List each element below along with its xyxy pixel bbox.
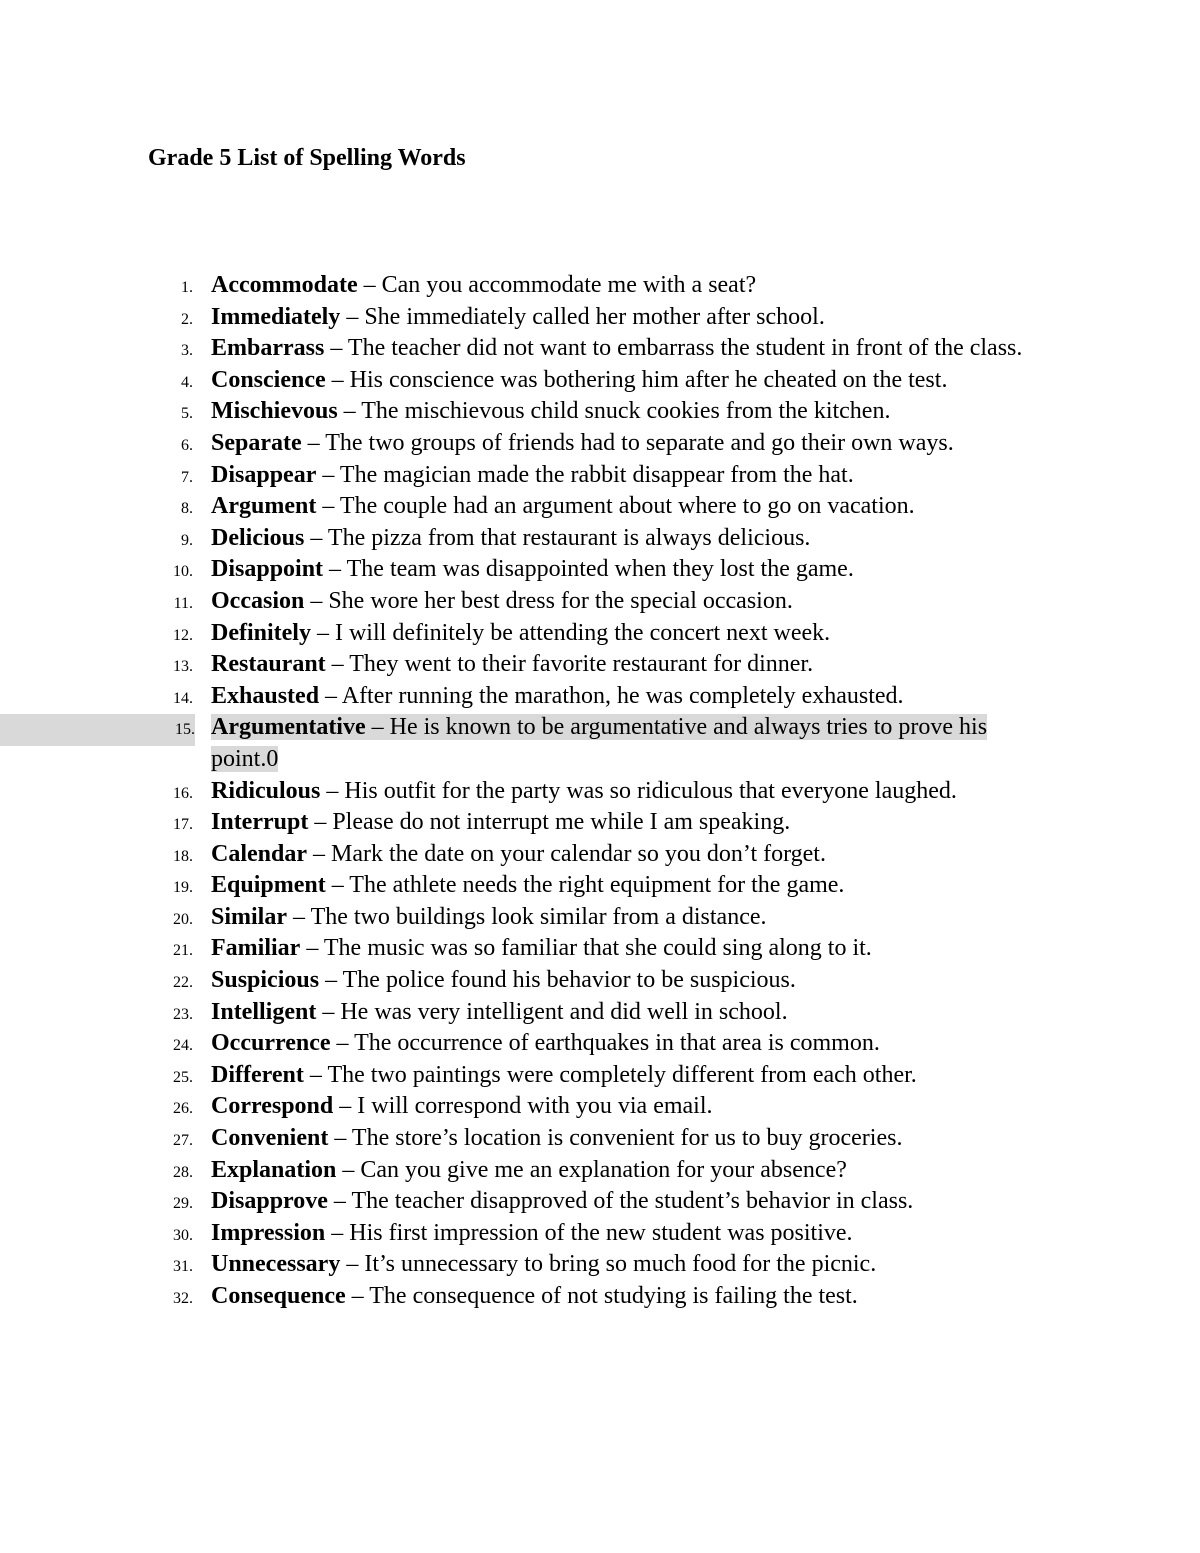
list-item-content (211, 967, 796, 993)
list-item-text (211, 997, 1056, 1029)
list-item-number: 10. (173, 563, 193, 581)
list-item (0, 1155, 1200, 1187)
list-item-text (211, 1091, 1056, 1123)
list-item (0, 681, 1200, 713)
example-sentence: The athlete needs the right equipment for the game. (349, 872, 845, 899)
list-item-content (211, 1125, 902, 1151)
list-item-content (211, 430, 954, 456)
list-item-content (211, 904, 767, 930)
list-item-content (211, 556, 854, 582)
list-item-text (211, 1186, 1056, 1218)
list-item (0, 396, 1200, 428)
example-sentence: He is known to be argumentative and always tries to prove his point.0 (211, 714, 988, 772)
list-item-text (211, 839, 1056, 871)
list-item-number: 22. (173, 974, 193, 992)
dash-separator: – (357, 272, 382, 298)
list-item (0, 965, 1200, 997)
example-sentence: She wore her best dress for the special occasion. (328, 587, 793, 614)
dash-separator: – (327, 1188, 352, 1215)
list-item (0, 333, 1200, 365)
example-sentence: The magician made the rabbit disappear from the hat. (339, 461, 854, 488)
list-item-number: 26. (173, 1100, 193, 1118)
example-sentence: I will correspond with you via email. (357, 1093, 713, 1120)
list-item-number: 2. (181, 310, 193, 328)
list-item-text (211, 712, 1056, 775)
list-item-content (211, 462, 854, 488)
example-sentence: They went to their favorite restaurant for dinner. (349, 651, 814, 678)
spelling-word: Unnecessary (211, 1251, 341, 1278)
list-item-content (211, 493, 915, 519)
dash-separator: – (340, 303, 365, 330)
dash-separator: – (325, 872, 350, 899)
list-item (0, 807, 1200, 839)
list-item-number: 32. (173, 1290, 193, 1307)
dash-separator: – (340, 1251, 365, 1278)
example-sentence: Can you accommodate me with a seat? (381, 272, 757, 298)
list-item-number: 15. (0, 714, 195, 746)
example-sentence: It’s unnecessary to bring so much food for the picnic. (364, 1251, 877, 1278)
list-item-content (211, 1251, 876, 1277)
list-item-text (211, 649, 1056, 681)
example-sentence: He was very intelligent and did well in school. (340, 998, 788, 1025)
list-item (0, 302, 1200, 334)
example-sentence: Can you give me an explanation for your absence? (360, 1156, 847, 1183)
example-sentence: His conscience was bothering him after he cheated on the test. (349, 366, 948, 393)
spelling-word: Suspicious (211, 967, 320, 994)
spelling-word: Familiar (211, 935, 301, 962)
list-item-number: 11. (173, 594, 193, 612)
list-item-content (211, 1062, 917, 1088)
list-item-content (211, 1093, 713, 1119)
dash-separator: – (323, 556, 347, 583)
dash-separator: – (324, 335, 348, 362)
list-item (0, 997, 1200, 1029)
list-item-text (211, 807, 1056, 839)
list-item (0, 902, 1200, 934)
list-item-text (211, 554, 1056, 586)
list-item-text (211, 586, 1056, 618)
list-item (0, 1123, 1200, 1155)
list-item-number: 3. (181, 342, 193, 360)
example-sentence: His outfit for the party was so ridiculous that everyone laughed. (344, 777, 957, 804)
example-sentence: She immediately called her mother after school. (364, 303, 825, 330)
list-item-number: 7. (181, 468, 193, 486)
list-item-text (211, 428, 1056, 460)
list-item-content (211, 272, 756, 298)
list-item-number: 9. (181, 531, 193, 549)
list-item-content (211, 1283, 858, 1309)
list-item-content (211, 935, 872, 961)
list-item-text (211, 1281, 1056, 1313)
spelling-word: Disapprove (211, 1188, 328, 1215)
spelling-word: Definitely (211, 619, 311, 646)
spelling-word: Conscience (211, 366, 326, 393)
example-sentence: The pizza from that restaurant is always delicious. (327, 524, 811, 551)
list-item-number: 4. (181, 373, 193, 391)
list-item-content (211, 1188, 913, 1214)
list-item-text (211, 1060, 1056, 1092)
list-item (0, 1028, 1200, 1060)
list-item-number: 23. (173, 1005, 193, 1023)
dash-separator: – (333, 1093, 358, 1120)
dash-separator: – (304, 587, 329, 614)
list-item-number: 21. (173, 942, 193, 960)
dash-separator: – (300, 935, 324, 962)
spelling-word: Immediately (211, 303, 341, 330)
list-item-text (211, 1155, 1056, 1187)
dash-separator: – (316, 493, 340, 520)
list-item-text (211, 965, 1056, 997)
list-item (0, 491, 1200, 523)
list-item (0, 618, 1200, 650)
example-sentence: The two buildings look similar from a distance. (310, 903, 767, 930)
spelling-word: Occurrence (211, 1030, 331, 1057)
list-item-text (211, 870, 1056, 902)
spelling-word: Interrupt (211, 809, 309, 836)
list-item (0, 1249, 1200, 1281)
example-sentence: The two groups of friends had to separate and go their own ways. (325, 429, 954, 456)
list-item-text (211, 902, 1056, 934)
spelling-word: Accommodate (211, 272, 358, 298)
list-item-content (211, 398, 890, 424)
spelling-word: Impression (211, 1219, 326, 1246)
list-item-content (211, 809, 790, 835)
list-item-content (211, 1157, 847, 1183)
example-sentence: The two paintings were completely different from each other. (327, 1061, 917, 1088)
list-item (0, 270, 1200, 302)
spelling-word: Explanation (211, 1156, 337, 1183)
list-item-content (211, 525, 810, 551)
spelling-word: Embarrass (211, 335, 325, 362)
list-item-text (211, 365, 1056, 397)
list-item-text (211, 933, 1056, 965)
list-item-text (211, 396, 1056, 428)
list-item-text (211, 460, 1056, 492)
list-item-text (211, 1218, 1056, 1250)
list-item-text (211, 270, 1056, 302)
dash-separator: – (304, 524, 328, 551)
list-item-number: 20. (173, 910, 193, 928)
list-item-content (211, 872, 844, 898)
dash-separator: – (320, 777, 345, 804)
dash-separator: – (345, 1283, 370, 1309)
list-item-text (211, 681, 1056, 713)
spelling-word: Ridiculous (211, 777, 321, 804)
list-item-number: 5. (181, 405, 193, 423)
example-sentence: After running the marathon, he was completely exhausted. (341, 682, 904, 709)
dash-separator: – (325, 366, 350, 393)
example-sentence: The consequence of not studying is failing the test. (369, 1283, 858, 1309)
list-item-content (211, 367, 947, 393)
example-sentence: The mischievous child snuck cookies from the kitchen. (361, 398, 891, 425)
list-item-number: 24. (173, 1037, 193, 1055)
spelling-word: Similar (211, 903, 287, 930)
list-item-content (211, 304, 825, 330)
list-item (0, 428, 1200, 460)
dash-separator: – (365, 714, 390, 741)
example-sentence: Mark the date on your calendar so you don’t forget. (331, 840, 826, 867)
example-sentence: The team was disappointed when they lost the game. (346, 556, 854, 583)
highlighted-selection (211, 714, 987, 772)
list-item (0, 870, 1200, 902)
spelling-word: Mischievous (211, 398, 338, 425)
spelling-word: Different (211, 1061, 304, 1088)
dash-separator: – (316, 998, 341, 1025)
list-item-content (211, 1220, 853, 1246)
example-sentence: The police found his behavior to be suspicious. (342, 967, 796, 994)
spelling-word: Argumentative (211, 714, 366, 741)
dash-separator: – (287, 903, 311, 930)
spelling-word: Intelligent (211, 998, 317, 1025)
list-item-content (211, 778, 957, 804)
list-item (0, 839, 1200, 871)
dash-separator: – (325, 1219, 350, 1246)
dash-separator: – (337, 398, 362, 425)
example-sentence: I will definitely be attending the concert next week. (334, 619, 831, 646)
list-item-text (211, 333, 1056, 365)
example-sentence: The teacher disapproved of the student’s behavior in class. (351, 1188, 914, 1215)
spelling-word: Equipment (211, 872, 326, 899)
list-item (0, 460, 1200, 492)
list-item (0, 933, 1200, 965)
spelling-word: Separate (211, 429, 302, 456)
list-item-number: 31. (173, 1258, 193, 1276)
dash-separator: – (328, 1125, 352, 1152)
spelling-word: Correspond (211, 1093, 334, 1120)
list-item-number: 13. (173, 658, 193, 676)
list-item (0, 649, 1200, 681)
list-item-number: 27. (173, 1132, 193, 1150)
list-item-number: 29. (173, 1195, 193, 1213)
example-sentence: Please do not interrupt me while I am speaking. (332, 809, 791, 836)
dash-separator: – (330, 1030, 355, 1057)
list-item (0, 586, 1200, 618)
example-sentence: The couple had an argument about where to go on vacation. (339, 493, 915, 520)
list-item (0, 554, 1200, 586)
list-item-content (211, 588, 793, 614)
document-title: Grade 5 List of Spelling Words (148, 145, 466, 171)
list-item (0, 712, 1200, 775)
example-sentence: His first impression of the new student was positive. (349, 1219, 853, 1246)
list-item-content (211, 999, 788, 1025)
list-item-number: 18. (173, 847, 193, 865)
dash-separator: – (307, 840, 331, 867)
spelling-word: Occasion (211, 587, 305, 614)
dash-separator: – (316, 461, 340, 488)
example-sentence: The teacher did not want to embarrass the student in front of the class. (347, 335, 1023, 362)
list-item-text (211, 1028, 1056, 1060)
example-sentence: The occurrence of earthquakes in that area is common. (354, 1030, 880, 1057)
example-sentence: The store’s location is convenient for us to buy groceries. (351, 1125, 903, 1152)
example-sentence: The music was so familiar that she could sing along to it. (323, 935, 872, 962)
spelling-word: Delicious (211, 524, 305, 551)
list-item-number: 19. (173, 879, 193, 897)
spelling-word-list (0, 270, 1200, 1313)
spelling-word: Disappear (211, 461, 317, 488)
list-item-number: 1. (181, 279, 193, 296)
list-item-number: 30. (173, 1226, 193, 1244)
spelling-word: Restaurant (211, 651, 326, 678)
dash-separator: – (325, 651, 350, 678)
list-item-text (211, 302, 1056, 334)
list-item-text (211, 1123, 1056, 1155)
dash-separator: – (310, 619, 335, 646)
dash-separator: – (319, 967, 343, 994)
list-item-number: 25. (173, 1068, 193, 1086)
spelling-word: Disappoint (211, 556, 324, 583)
list-item-content (211, 683, 904, 709)
dash-separator: – (319, 682, 342, 709)
list-item-number: 12. (173, 626, 193, 644)
list-item-number: 6. (181, 436, 193, 454)
spelling-word: Argument (211, 493, 317, 520)
list-item-number: 17. (173, 816, 193, 834)
list-item-text (211, 491, 1056, 523)
list-item (0, 365, 1200, 397)
list-item-text (211, 776, 1056, 808)
spelling-word: Convenient (211, 1125, 329, 1152)
list-item-content (211, 620, 830, 646)
spelling-word: Calendar (211, 840, 307, 867)
list-item-content (211, 1030, 880, 1056)
list-item (0, 776, 1200, 808)
list-item-text (211, 523, 1056, 555)
list-item-number: 8. (181, 500, 193, 518)
list-item-content (211, 651, 813, 677)
dash-separator: – (336, 1156, 361, 1183)
list-item-content (211, 841, 826, 867)
list-item (0, 523, 1200, 555)
dash-separator: – (303, 1061, 328, 1088)
list-item-text (211, 1249, 1056, 1281)
list-item (0, 1281, 1200, 1313)
list-item (0, 1060, 1200, 1092)
spelling-word: Consequence (211, 1283, 346, 1309)
list-item-text (211, 618, 1056, 650)
list-item-number: 28. (173, 1163, 193, 1181)
dash-separator: – (308, 809, 333, 836)
dash-separator: – (301, 429, 326, 456)
list-item-number: 16. (173, 784, 193, 802)
list-item-number: 14. (173, 689, 193, 707)
list-item (0, 1218, 1200, 1250)
list-item (0, 1091, 1200, 1123)
list-item-content (211, 335, 1022, 361)
list-item (0, 1186, 1200, 1218)
spelling-word: Exhausted (211, 682, 320, 709)
